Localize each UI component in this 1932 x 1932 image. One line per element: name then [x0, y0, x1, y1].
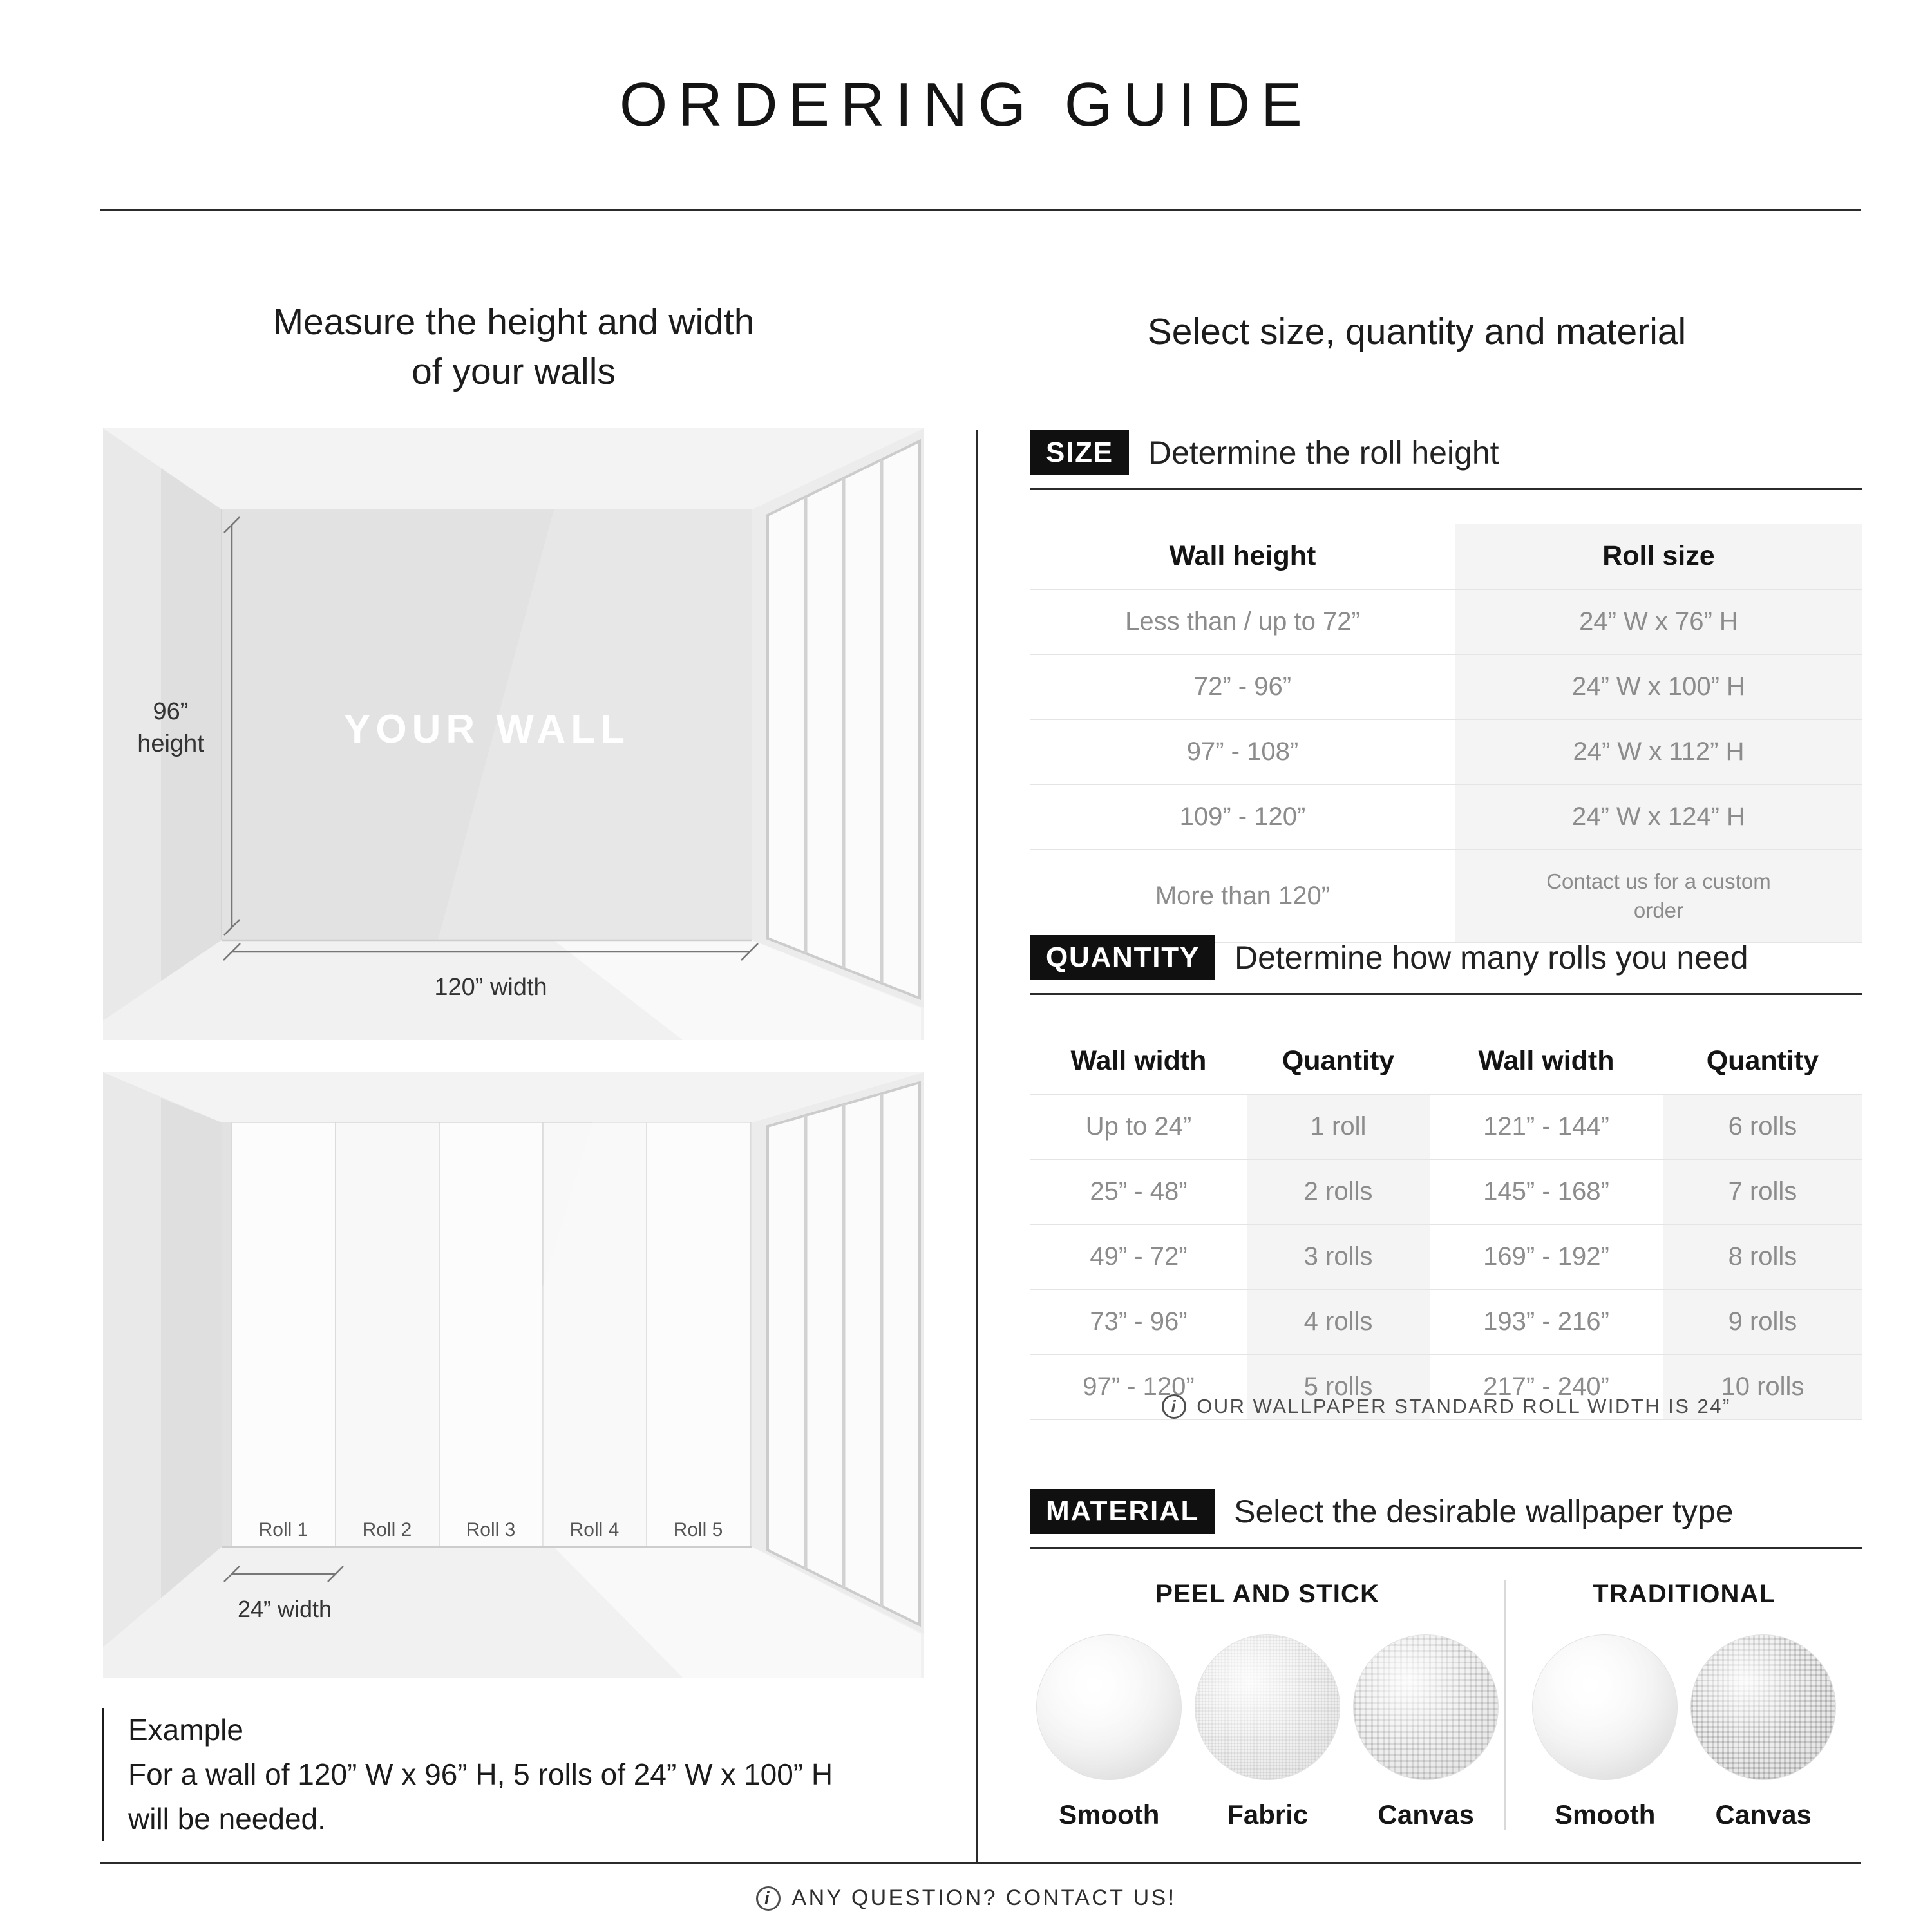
example-title: Example [128, 1713, 243, 1747]
canvas-texture-swatch [1353, 1634, 1499, 1780]
quantity-cell: 9 rolls [1663, 1289, 1862, 1354]
wall-width-cell: 217” - 240” [1430, 1354, 1663, 1419]
quantity-cell: 10 rolls [1663, 1354, 1862, 1419]
height-value-label: 96” [153, 698, 189, 725]
wall-height-cell: More than 120” [1030, 849, 1455, 943]
roll-5-label: Roll 5 [673, 1519, 723, 1540]
quantity-cell: 2 rolls [1247, 1159, 1430, 1224]
roll-width-label: 24” width [237, 1596, 332, 1622]
quantity-table-header-row [1030, 1028, 1862, 1094]
roll-2-label: Roll 2 [362, 1519, 412, 1540]
size-row [1030, 784, 1862, 849]
size-row [1030, 719, 1862, 784]
wall-width-cell: 49” - 72” [1030, 1224, 1247, 1289]
title-divider [100, 209, 1861, 211]
wall-width-cell: 121” - 144” [1430, 1094, 1663, 1159]
roll-panel-2 [336, 1122, 439, 1547]
swatch-label: Canvas [1378, 1799, 1474, 1830]
peel-and-stick-group [1030, 1580, 1504, 1830]
info-icon-glyph: i [1171, 1396, 1178, 1416]
roll-width-note-text: OUR WALLPAPER STANDARD ROLL WIDTH IS 24” [1197, 1395, 1731, 1417]
quantity-row [1030, 1224, 1862, 1289]
wall-height-cell: Less than / up to 72” [1030, 589, 1455, 654]
rolls-layout-diagram [103, 1072, 924, 1678]
swatch-smooth [1035, 1634, 1183, 1830]
quantity-cell: 3 rolls [1247, 1224, 1430, 1289]
wall-width-cell: 169” - 192” [1430, 1224, 1663, 1289]
size-table-header-row [1030, 524, 1862, 589]
quantity-row [1030, 1289, 1862, 1354]
quantity-cell: 5 rolls [1247, 1354, 1430, 1419]
left-heading [100, 298, 927, 397]
quantity-row [1030, 1094, 1862, 1159]
swatch-label: Smooth [1059, 1799, 1160, 1830]
size-table [1030, 524, 1862, 943]
footer-divider [100, 1862, 1861, 1864]
roll-width-note [1030, 1394, 1862, 1419]
traditional-group [1504, 1580, 1862, 1830]
quantity-cell: 1 roll [1247, 1094, 1430, 1159]
wall-width-header-1: Wall width [1070, 1045, 1207, 1076]
wall-width-header-2: Wall width [1478, 1045, 1615, 1076]
traditional-swatches [1531, 1634, 1837, 1830]
peel-and-stick-label: PEEL AND STICK [1155, 1580, 1380, 1608]
quantity-subtitle: Determine how many rolls you need [1234, 940, 1748, 976]
quantity-cell: 4 rolls [1247, 1289, 1430, 1354]
example-line2: will be needed. [128, 1802, 326, 1835]
quantity-section-header [1030, 935, 1862, 995]
material-section-header [1030, 1489, 1862, 1549]
wall-width-cell: 25” - 48” [1030, 1159, 1247, 1224]
roll-4-label: Roll 4 [569, 1519, 620, 1540]
size-subtitle: Determine the roll height [1148, 435, 1499, 471]
swatch-canvas [1352, 1634, 1500, 1830]
wall-width-cell: 73” - 96” [1030, 1289, 1247, 1354]
quantity-section [1030, 935, 1862, 1420]
quantity-cell: 6 rolls [1663, 1094, 1862, 1159]
material-subtitle: Select the desirable wallpaper type [1234, 1493, 1734, 1530]
info-icon-glyph: i [764, 1888, 772, 1908]
size-section-header [1030, 430, 1862, 490]
left-heading-line1: Measure the height and width [272, 301, 755, 343]
footer-note-text: ANY QUESTION? CONTACT US! [791, 1886, 1177, 1910]
roll-panel-1 [232, 1122, 336, 1547]
smooth-texture-swatch [1036, 1634, 1182, 1780]
smooth-texture-swatch [1532, 1634, 1678, 1780]
size-badge: SIZE [1030, 430, 1129, 475]
roll-size-cell [1455, 849, 1862, 943]
wall-height-cell: 109” - 120” [1030, 784, 1455, 849]
wall-width-cell: 193” - 216” [1430, 1289, 1663, 1354]
wall-height-cell: 72” - 96” [1030, 654, 1455, 719]
peel-and-stick-swatches [1035, 1634, 1500, 1830]
material-section [1030, 1489, 1862, 1830]
right-heading: Select size, quantity and material [1147, 311, 1687, 352]
roll-size-header: Roll size [1455, 524, 1862, 589]
width-label: 120” width [434, 974, 547, 1001]
swatch-label: Fabric [1227, 1799, 1309, 1830]
info-icon [1162, 1394, 1186, 1419]
example-note [102, 1708, 926, 1841]
custom-order-note: Contact us for a custom order [1546, 869, 1771, 922]
column-divider [976, 430, 978, 1864]
left-heading-line2: of your walls [412, 350, 616, 392]
material-badge: MATERIAL [1030, 1489, 1215, 1534]
wall-width-cell: Up to 24” [1030, 1094, 1247, 1159]
swatch-canvas [1689, 1634, 1837, 1830]
info-icon [756, 1886, 781, 1911]
quantity-header-1: Quantity [1282, 1045, 1395, 1076]
roll-size-cell: 24” W x 76” H [1455, 589, 1862, 654]
traditional-label: TRADITIONAL [1593, 1580, 1776, 1608]
quantity-cell: 7 rolls [1663, 1159, 1862, 1224]
footer-note [0, 1886, 1932, 1911]
size-row [1030, 654, 1862, 719]
quantity-badge: QUANTITY [1030, 935, 1215, 980]
swatch-fabric [1193, 1634, 1341, 1830]
your-wall-label: YOUR WALL [344, 707, 630, 752]
wall-measure-diagram [103, 428, 924, 1040]
page-title: ORDERING GUIDE [619, 70, 1313, 139]
wall-width-cell: 145” - 168” [1430, 1159, 1663, 1224]
quantity-cell: 8 rolls [1663, 1224, 1862, 1289]
roll-3-label: Roll 3 [466, 1519, 516, 1540]
canvas-texture-swatch [1690, 1634, 1836, 1780]
wall-width-cell: 97” - 120” [1030, 1354, 1247, 1419]
quantity-header-2: Quantity [1706, 1045, 1819, 1076]
quantity-row [1030, 1159, 1862, 1224]
swatch-label: Canvas [1715, 1799, 1812, 1830]
wall-height-header: Wall height [1169, 540, 1316, 571]
room2-left-wall-shade [161, 1098, 222, 1607]
wall-height-cell: 97” - 108” [1030, 719, 1455, 784]
size-section [1030, 430, 1862, 943]
material-groups [1030, 1580, 1862, 1830]
swatch-smooth [1531, 1634, 1679, 1830]
roll-1-label: Roll 1 [258, 1519, 308, 1540]
size-row [1030, 589, 1862, 654]
roll-size-cell: 24” W x 100” H [1455, 654, 1862, 719]
example-line1: For a wall of 120” W x 96” H, 5 rolls of 24” W x 100” H [128, 1757, 833, 1791]
quantity-table [1030, 1028, 1862, 1420]
size-row [1030, 849, 1862, 943]
roll-size-cell: 24” W x 124” H [1455, 784, 1862, 849]
fabric-texture-swatch [1195, 1634, 1340, 1780]
height-word-label: height [137, 730, 204, 757]
swatch-label: Smooth [1555, 1799, 1656, 1830]
roll-size-cell: 24” W x 112” H [1455, 719, 1862, 784]
